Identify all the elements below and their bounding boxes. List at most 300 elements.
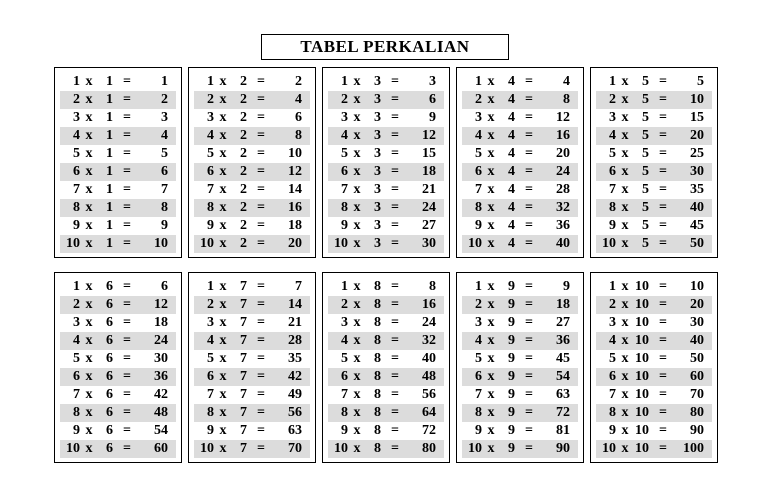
equals-sign: = (391, 387, 399, 402)
multiplier: 1 (106, 164, 113, 179)
table-row (328, 163, 444, 181)
times-sign: x (621, 387, 629, 402)
product: 21 (422, 182, 436, 197)
table-row (596, 404, 712, 422)
product: 24 (422, 200, 436, 215)
equals-sign: = (659, 423, 667, 438)
table-row (462, 440, 578, 458)
multiplicand: 2 (207, 92, 214, 107)
product: 2 (161, 92, 168, 107)
table-box (188, 272, 316, 463)
equals-sign: = (659, 405, 667, 420)
product: 60 (690, 369, 704, 384)
multiplicand: 6 (609, 369, 616, 384)
product: 48 (422, 369, 436, 384)
equals-sign: = (391, 236, 399, 251)
equals-sign: = (257, 279, 265, 294)
multiplier: 7 (240, 333, 247, 348)
equals-sign: = (659, 441, 667, 456)
product: 6 (161, 164, 168, 179)
times-sign: x (85, 405, 93, 420)
multiplicand: 2 (475, 92, 482, 107)
table-row (60, 386, 176, 404)
product: 32 (422, 333, 436, 348)
times-sign: x (487, 182, 495, 197)
table-row (194, 145, 310, 163)
multiplier: 8 (374, 297, 381, 312)
table-row (462, 217, 578, 235)
table-row (194, 109, 310, 127)
multiplicand: 8 (207, 405, 214, 420)
equals-sign: = (525, 333, 533, 348)
equals-sign: = (659, 315, 667, 330)
table-row (60, 91, 176, 109)
multiplicand: 1 (341, 279, 348, 294)
multiplicand: 3 (207, 315, 214, 330)
table-row (328, 73, 444, 91)
table-row (194, 73, 310, 91)
multiplicand: 3 (475, 110, 482, 125)
times-sign: x (219, 110, 227, 125)
multiplier: 4 (508, 110, 515, 125)
equals-sign: = (391, 200, 399, 215)
product: 9 (563, 279, 570, 294)
times-sign: x (85, 423, 93, 438)
multiplier: 3 (374, 236, 381, 251)
product: 2 (295, 74, 302, 89)
equals-sign: = (123, 146, 131, 161)
product: 6 (429, 92, 436, 107)
product: 12 (556, 110, 570, 125)
equals-sign: = (391, 297, 399, 312)
times-sign: x (353, 351, 361, 366)
table-row (596, 296, 712, 314)
equals-sign: = (257, 218, 265, 233)
multiplicand: 4 (609, 128, 616, 143)
multiplier: 1 (106, 146, 113, 161)
multiplicand: 4 (475, 333, 482, 348)
product: 28 (288, 333, 302, 348)
multiplier: 3 (374, 182, 381, 197)
equals-sign: = (123, 405, 131, 420)
multiplicand: 9 (73, 218, 80, 233)
table-row (596, 145, 712, 163)
product: 8 (161, 200, 168, 215)
table-box (590, 67, 718, 258)
multiplicand: 7 (341, 182, 348, 197)
times-sign: x (85, 297, 93, 312)
multiplier: 7 (240, 297, 247, 312)
multiplier: 3 (374, 218, 381, 233)
equals-sign: = (257, 200, 265, 215)
multiplier: 10 (635, 387, 649, 402)
product: 7 (295, 279, 302, 294)
table-row (462, 332, 578, 350)
multiplier: 2 (240, 236, 247, 251)
multiplier: 7 (240, 441, 247, 456)
multiplier: 2 (240, 200, 247, 215)
product: 5 (161, 146, 168, 161)
times-sign: x (487, 441, 495, 456)
multiplier: 1 (106, 182, 113, 197)
table-row (462, 350, 578, 368)
times-sign: x (353, 92, 361, 107)
times-sign: x (487, 333, 495, 348)
multiplicand: 10 (468, 441, 482, 456)
times-sign: x (621, 279, 629, 294)
equals-sign: = (123, 182, 131, 197)
equals-sign: = (123, 200, 131, 215)
product: 90 (556, 441, 570, 456)
multiplier: 4 (508, 236, 515, 251)
product: 49 (288, 387, 302, 402)
product: 16 (288, 200, 302, 215)
equals-sign: = (659, 369, 667, 384)
multiplier: 6 (106, 315, 113, 330)
product: 10 (288, 146, 302, 161)
multiplicand: 9 (207, 423, 214, 438)
multiplier: 5 (642, 236, 649, 251)
equals-sign: = (391, 423, 399, 438)
table-row (596, 163, 712, 181)
multiplicand: 6 (341, 369, 348, 384)
multiplier: 2 (240, 110, 247, 125)
multiplier: 4 (508, 146, 515, 161)
multiplier: 10 (635, 405, 649, 420)
multiplicand: 1 (609, 279, 616, 294)
multiplier: 6 (106, 387, 113, 402)
times-sign: x (353, 164, 361, 179)
equals-sign: = (525, 351, 533, 366)
equals-sign: = (391, 110, 399, 125)
multiplicand: 5 (609, 351, 616, 366)
multiplicand: 1 (475, 74, 482, 89)
table-row (596, 109, 712, 127)
times-sign: x (353, 441, 361, 456)
table-row (596, 314, 712, 332)
multiplicand: 8 (341, 405, 348, 420)
multiplicand: 4 (73, 333, 80, 348)
times-sign: x (487, 218, 495, 233)
multiplier: 4 (508, 92, 515, 107)
equals-sign: = (525, 279, 533, 294)
table-row (328, 199, 444, 217)
multiplier: 9 (508, 369, 515, 384)
multiplier: 6 (106, 405, 113, 420)
multiplicand: 7 (73, 387, 80, 402)
table-row (60, 127, 176, 145)
multiplier: 4 (508, 74, 515, 89)
equals-sign: = (257, 164, 265, 179)
multiplier: 6 (106, 333, 113, 348)
multiplicand: 2 (609, 92, 616, 107)
product: 3 (429, 74, 436, 89)
multiplier: 6 (106, 351, 113, 366)
equals-sign: = (391, 146, 399, 161)
multiplier: 3 (374, 146, 381, 161)
multiplicand: 10 (200, 236, 214, 251)
times-sign: x (487, 279, 495, 294)
multiplier: 4 (508, 200, 515, 215)
equals-sign: = (257, 297, 265, 312)
multiplier: 9 (508, 423, 515, 438)
table-box (54, 272, 182, 463)
equals-sign: = (257, 333, 265, 348)
equals-sign: = (525, 110, 533, 125)
product: 40 (690, 200, 704, 215)
table-row (596, 91, 712, 109)
product: 15 (422, 146, 436, 161)
multiplicand: 6 (73, 164, 80, 179)
multiplier: 3 (374, 110, 381, 125)
equals-sign: = (659, 297, 667, 312)
equals-sign: = (391, 164, 399, 179)
multiplier: 5 (642, 218, 649, 233)
multiplier: 10 (635, 369, 649, 384)
table-row (328, 181, 444, 199)
product: 20 (690, 128, 704, 143)
equals-sign: = (659, 236, 667, 251)
multiplier: 2 (240, 74, 247, 89)
times-sign: x (85, 182, 93, 197)
times-sign: x (85, 218, 93, 233)
equals-sign: = (257, 441, 265, 456)
product: 5 (697, 74, 704, 89)
table-row (194, 404, 310, 422)
product: 6 (295, 110, 302, 125)
table-row (194, 278, 310, 296)
multiplier: 6 (106, 441, 113, 456)
multiplicand: 9 (609, 218, 616, 233)
times-sign: x (85, 441, 93, 456)
multiplicand: 9 (475, 423, 482, 438)
equals-sign: = (525, 441, 533, 456)
product: 56 (288, 405, 302, 420)
table-box (456, 272, 584, 463)
equals-sign: = (257, 387, 265, 402)
table-box (456, 67, 584, 258)
product: 50 (690, 351, 704, 366)
equals-sign: = (257, 369, 265, 384)
times-sign: x (621, 164, 629, 179)
times-sign: x (219, 128, 227, 143)
equals-sign: = (525, 200, 533, 215)
product: 28 (556, 182, 570, 197)
table-row (462, 296, 578, 314)
multiplicand: 10 (602, 236, 616, 251)
times-sign: x (353, 315, 361, 330)
times-sign: x (487, 315, 495, 330)
product: 40 (422, 351, 436, 366)
product: 3 (161, 110, 168, 125)
times-sign: x (621, 369, 629, 384)
product: 15 (690, 110, 704, 125)
times-sign: x (621, 182, 629, 197)
times-sign: x (353, 333, 361, 348)
times-sign: x (353, 218, 361, 233)
multiplier: 9 (508, 405, 515, 420)
multiplier: 10 (635, 351, 649, 366)
product: 64 (422, 405, 436, 420)
equals-sign: = (659, 110, 667, 125)
product: 35 (690, 182, 704, 197)
times-sign: x (353, 279, 361, 294)
product: 18 (422, 164, 436, 179)
times-sign: x (353, 200, 361, 215)
multiplier: 8 (374, 369, 381, 384)
product: 20 (288, 236, 302, 251)
times-sign: x (487, 74, 495, 89)
product: 4 (295, 92, 302, 107)
times-sign: x (621, 441, 629, 456)
equals-sign: = (659, 218, 667, 233)
multiplicand: 9 (609, 423, 616, 438)
product: 54 (154, 423, 168, 438)
table-row (596, 181, 712, 199)
equals-sign: = (659, 182, 667, 197)
product: 80 (690, 405, 704, 420)
equals-sign: = (123, 74, 131, 89)
equals-sign: = (123, 164, 131, 179)
product: 36 (154, 369, 168, 384)
multiplier: 10 (635, 279, 649, 294)
table-row (462, 163, 578, 181)
multiplier: 2 (240, 128, 247, 143)
table-row (60, 163, 176, 181)
product: 6 (161, 279, 168, 294)
product: 14 (288, 297, 302, 312)
equals-sign: = (391, 182, 399, 197)
times-sign: x (487, 200, 495, 215)
multiplier: 8 (374, 441, 381, 456)
multiplier: 3 (374, 200, 381, 215)
times-sign: x (621, 351, 629, 366)
multiplicand: 7 (341, 387, 348, 402)
product: 8 (563, 92, 570, 107)
multiplicand: 9 (207, 218, 214, 233)
times-sign: x (85, 110, 93, 125)
equals-sign: = (123, 441, 131, 456)
table-row (194, 332, 310, 350)
multiplicand: 10 (602, 441, 616, 456)
product: 4 (161, 128, 168, 143)
multiplicand: 3 (341, 315, 348, 330)
times-sign: x (487, 297, 495, 312)
times-sign: x (487, 351, 495, 366)
multiplicand: 8 (609, 405, 616, 420)
multiplier: 3 (374, 92, 381, 107)
times-sign: x (219, 351, 227, 366)
table-row (328, 217, 444, 235)
product: 36 (556, 218, 570, 233)
table-row (328, 235, 444, 253)
equals-sign: = (123, 333, 131, 348)
table-row (194, 386, 310, 404)
multiplicand: 10 (468, 236, 482, 251)
times-sign: x (85, 387, 93, 402)
table-row (596, 199, 712, 217)
times-sign: x (219, 74, 227, 89)
times-sign: x (219, 218, 227, 233)
equals-sign: = (659, 200, 667, 215)
multiplicand: 5 (341, 146, 348, 161)
product: 12 (154, 297, 168, 312)
times-sign: x (219, 333, 227, 348)
table-row (60, 368, 176, 386)
equals-sign: = (525, 405, 533, 420)
table-row (60, 296, 176, 314)
table-row (194, 127, 310, 145)
equals-sign: = (123, 369, 131, 384)
table-row (60, 350, 176, 368)
product: 36 (556, 333, 570, 348)
product: 10 (690, 279, 704, 294)
times-sign: x (219, 369, 227, 384)
times-sign: x (85, 92, 93, 107)
multiplicand: 5 (475, 351, 482, 366)
multiplicand: 3 (609, 315, 616, 330)
table-row (194, 314, 310, 332)
equals-sign: = (257, 351, 265, 366)
equals-sign: = (659, 164, 667, 179)
table-row (60, 422, 176, 440)
table-row (596, 332, 712, 350)
multiplier: 2 (240, 218, 247, 233)
times-sign: x (219, 236, 227, 251)
multiplier: 6 (106, 369, 113, 384)
equals-sign: = (123, 218, 131, 233)
product: 50 (690, 236, 704, 251)
table-row (462, 91, 578, 109)
multiplier: 9 (508, 333, 515, 348)
product: 20 (690, 297, 704, 312)
table-row (328, 127, 444, 145)
table-row (328, 422, 444, 440)
equals-sign: = (257, 315, 265, 330)
table-row (596, 422, 712, 440)
table-row (60, 109, 176, 127)
times-sign: x (487, 92, 495, 107)
table-row (328, 91, 444, 109)
multiplicand: 4 (609, 333, 616, 348)
times-sign: x (85, 200, 93, 215)
multiplicand: 7 (475, 387, 482, 402)
multiplicand: 5 (341, 351, 348, 366)
table-row (328, 296, 444, 314)
product: 63 (556, 387, 570, 402)
multiplier: 9 (508, 351, 515, 366)
product: 20 (556, 146, 570, 161)
multiplier: 5 (642, 146, 649, 161)
product: 100 (683, 441, 704, 456)
table-row (596, 278, 712, 296)
table-row (462, 278, 578, 296)
multiplier: 4 (508, 164, 515, 179)
equals-sign: = (525, 297, 533, 312)
table-row (194, 235, 310, 253)
multiplicand: 9 (73, 423, 80, 438)
equals-sign: = (257, 74, 265, 89)
multiplicand: 3 (341, 110, 348, 125)
product: 42 (288, 369, 302, 384)
equals-sign: = (123, 236, 131, 251)
multiplicand: 10 (200, 441, 214, 456)
equals-sign: = (391, 218, 399, 233)
equals-sign: = (391, 333, 399, 348)
multiplier: 7 (240, 387, 247, 402)
times-sign: x (219, 146, 227, 161)
table-row (462, 127, 578, 145)
